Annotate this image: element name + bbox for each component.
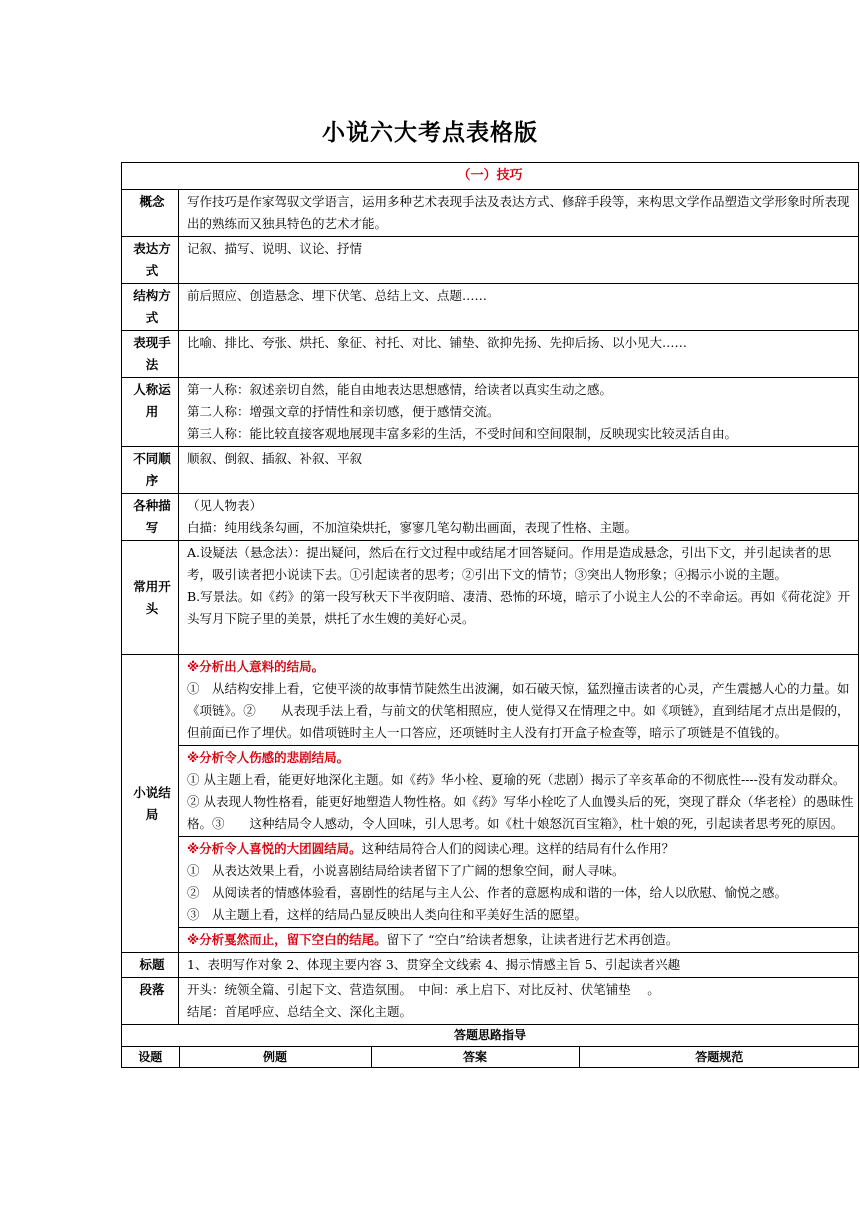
table-row: [122, 284, 859, 331]
row-label: 段落: [122, 978, 179, 1025]
row-text: 记叙、描写、说明、议论、抒情: [187, 241, 363, 256]
ending-text: ② 从阅读者的情感体验看，喜剧性的结尾与主人公、作者的意愿构成和谐的一体，给人以欣慰、愉悦之感。: [187, 885, 788, 900]
ending-row: [122, 655, 859, 953]
row-content: [179, 378, 859, 447]
guide-columns: [122, 1047, 859, 1067]
row-content: [179, 978, 859, 1025]
row-text: 第三人称：能比较直接客观地展现丰富多彩的生活，不受时间和空间限制，反映现实比较灵活自由。: [187, 426, 738, 441]
ending-text: ① 从主题上看，能更好地深化主题。如《药》华小栓、夏瑜的死（悲剧）揭示了辛亥革命的不彻底性----没有发动群众。: [187, 772, 846, 787]
table-row: [122, 190, 859, 237]
ending-text: ③ 从主题上看，这样的结局凸显反映出人类向往和平美好生活的愿望。: [187, 907, 588, 922]
table-row: [122, 237, 859, 284]
ending-heading-tail: 留下了 “空白”给读者想象，让读者进行艺术再创造。: [386, 932, 679, 947]
row-text: （见人物表）: [187, 498, 263, 513]
column-header: 例题: [179, 1047, 371, 1067]
column-header: 答案: [371, 1047, 579, 1067]
ending-heading: ※分析令人伤感的悲剧结局。: [187, 750, 350, 765]
table-row: [122, 541, 859, 655]
ending-heading: ※分析戛然而止，留下空白的结尾。: [187, 932, 387, 947]
table-row: [122, 978, 859, 1025]
row-text: A.设疑法（悬念法）：提出疑问，然后在行文过程中或结尾才回答疑问。作用是造成悬念，引出下文，并引起读者的思考，吸引读者把小说读下去。①引起读者的思考；②引出下文的情节；③突出人物形象；④揭示小说的主题。: [187, 545, 832, 582]
row-content: [179, 953, 859, 978]
row-text: 第二人称：增强文章的抒情性和亲切感，便于感情交流。: [187, 404, 500, 419]
row-label: 人称运用: [122, 378, 179, 447]
ending-text: ① 从表达效果上看，小说喜剧结局给读者留下了广阔的想象空间，耐人寻味。: [187, 863, 625, 878]
row-text: B.写景法。如《药》的第一段写秋天下半夜阴暗、凄清、恐怖的环境，暗示了小说主人公的不幸命运。再如《荷花淀》开头写月下院子里的美景，烘托了水生嫂的美好心灵。: [187, 589, 851, 626]
table-row: [122, 447, 859, 494]
row-content: [179, 237, 859, 284]
row-text: 第一人称：叙述亲切自然，能自由地表达思想感情，给读者以真实生动之感。: [187, 382, 613, 397]
ending-block: [179, 836, 858, 927]
row-label: 表现手法: [122, 331, 179, 378]
row-text: 写作技巧是作家驾驭文学语言，运用多种艺术表现手法及表达方式、修辞手段等，来构思文学作品塑造文学形象时所表现出的熟练而又独具特色的艺术才能。: [187, 194, 850, 231]
guide-columns-row: [122, 1047, 859, 1068]
row-content: [179, 494, 859, 541]
section-heading: （一）技巧: [122, 163, 859, 190]
row-content: [179, 284, 859, 331]
table-row: [122, 378, 859, 447]
row-content: [179, 331, 859, 378]
row-label: 不同顺序: [122, 447, 179, 494]
section-header-row: [122, 163, 859, 190]
ending-heading: ※分析出人意料的结局。: [187, 659, 325, 674]
row-label: 概念: [122, 190, 179, 237]
row-text: 开头：统领全篇、引起下文、营造氛围。 中间：承上启下、对比反衬、伏笔铺垫 。: [187, 982, 660, 997]
ending-text: ② 从表现人物性格看，能更好地塑造人物性格。如《药》写华小栓吃了人血馒头后的死，突现了群众（华老栓）的愚昧性格。③ 这种结局令人感动，令人回味，引人思考。如《杜十娘怒沉百宝箱》，杜十娘的死，引起读者思考死的原因。: [187, 794, 854, 831]
row-content: [179, 541, 859, 655]
row-label: 标题: [122, 953, 179, 978]
ending-block: [179, 745, 858, 836]
ending-block: [179, 927, 858, 952]
row-text: 1、表明写作对象 2、体现主要内容 3、贯穿全文线索 4、揭示情感主旨 5、引起读者兴趣: [187, 957, 681, 972]
row-text: 比喻、排比、夸张、烘托、象征、衬托、对比、铺垫、欲抑先扬、先抑后扬、以小见大……: [187, 335, 688, 350]
row-text: 白描：纯用线条勾画，不加渲染烘托，寥寥几笔勾勒出画面，表现了性格、主题。: [187, 520, 638, 535]
guide-header-row: [122, 1025, 859, 1047]
table-row: [122, 331, 859, 378]
ending-content: [179, 655, 859, 953]
row-label: 常用开头: [122, 541, 179, 655]
column-header: 设题: [122, 1047, 179, 1067]
page-title: 小说六大考点表格版: [322, 120, 538, 146]
ending-text: ① 从结构安排上看，它使平淡的故事情节陡然生出波澜，如石破天惊，猛烈撞击读者的心灵，产生震撼人心的力量。如《项链》。② 从表现手法上看，与前文的伏笔相照应，使人觉得又在情理之中。如《项链》，直到结尾才点出是假的，但前面已作了埋伏。如借项链时主人一口答应，还项链时主人没有打开盒子检查等，暗示了项链是不值钱的。: [187, 681, 850, 740]
column-header: 答题规范: [695, 1050, 744, 1064]
row-label: 小说结局: [122, 655, 179, 953]
ending-heading-tail: 这种结局符合人们的阅读心理。这样的结局有什么作用？: [361, 841, 675, 856]
guide-heading: 答题思路指导: [122, 1025, 859, 1047]
row-content: [179, 190, 859, 237]
row-label: 结构方式: [122, 284, 179, 331]
exam-points-table: [121, 162, 859, 1068]
row-content: [179, 447, 859, 494]
table-row: [122, 953, 859, 978]
row-text: 顺叙、倒叙、插叙、补叙、平叙: [187, 451, 363, 466]
row-text: 前后照应、创造悬念、埋下伏笔、总结上文、点题……: [187, 288, 488, 303]
ending-block: [179, 655, 858, 745]
row-label: 各种描写: [122, 494, 179, 541]
ending-heading: ※分析令人喜悦的大团圆结局。: [187, 841, 362, 856]
table-row: [122, 494, 859, 541]
row-label: 表达方式: [122, 237, 179, 284]
row-text: 结尾：首尾呼应、总结全文、深化主题。: [187, 1004, 413, 1019]
